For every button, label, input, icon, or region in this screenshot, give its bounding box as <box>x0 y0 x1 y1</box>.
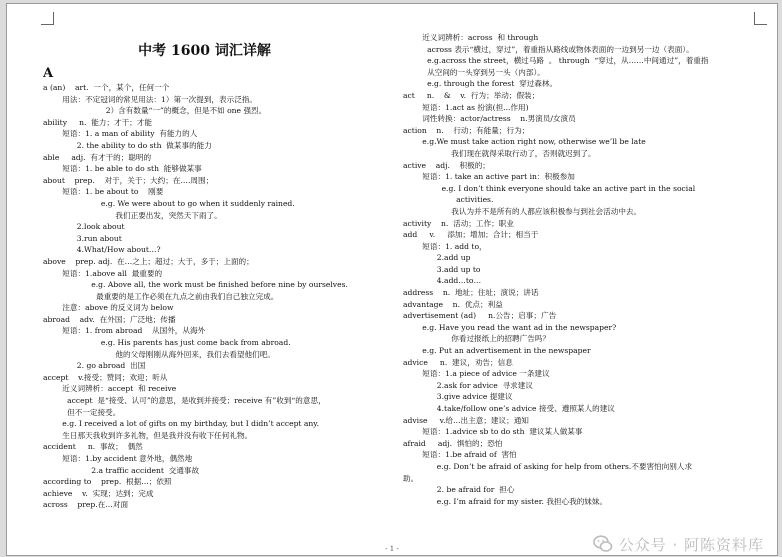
entry-line: 生日那天我收到许多礼物，但是我并没有收下任何礼物。 <box>43 430 253 440</box>
entry-line: e.g. His parents has just come back from abroad. <box>43 338 291 348</box>
entry-line: e.g. Have you read the want ad in the newspaper? <box>403 322 617 332</box>
entry-line: 短语：1. from abroad 从国外，从海外 <box>43 326 206 336</box>
entry-line: 他的父母刚刚从海外回来，我们去看望他们吧。 <box>43 349 275 359</box>
entry-line: e.g. Put an advertisement in the newspaper <box>403 346 591 356</box>
left-column <box>43 66 398 541</box>
entry-line: advantage n. 优点；利益 <box>403 299 503 309</box>
entry-line: 3.give advice 提建议 <box>403 392 513 402</box>
entry-line: e.g.across the street，横过马路 。 through “穿过，从……中间通过”，着重指 <box>403 56 709 66</box>
entry-line: activity n. 活动；工作；职业 <box>403 218 514 228</box>
entry-line: 2. be afraid for 担心 <box>403 485 515 495</box>
entry-line: 2.look about <box>43 222 125 232</box>
entry-line: 短语：1.by accident 意外地，偶然地 <box>43 454 193 463</box>
right-column <box>403 32 769 541</box>
entry-line: 2.add up <box>403 253 471 263</box>
entry-line: 短语：1. a man of ability 有能力的人 <box>43 129 198 139</box>
entry-line: about prep. 对于，关于；大约；在….周围； <box>43 175 214 185</box>
entry-line: e.g. I received a lot of gifts on my birthday, but I didn’t accept any. <box>43 419 320 429</box>
entry-line: act n. & v. 行为；举动；假装； <box>403 90 540 100</box>
left-entry-list <box>43 82 398 511</box>
entry-line: 2. the ability to do sth 做某事的能力 <box>43 140 212 150</box>
entry-line: across 表示“横过，穿过”，着重指从路线或物体表面的一边到另一边（表面）。 <box>403 44 694 54</box>
entry-line: 短语：1. be about to 刚要 <box>43 187 164 197</box>
entry-line: abroad adv. 在外国；广泛地；传播 <box>43 314 176 324</box>
section-letter: A <box>43 66 54 81</box>
watermark-text: 公众号 · 阿陈资料库 <box>618 535 764 554</box>
entry-line: 我认为并不是所有的人都应该积极参与到社会活动中去。 <box>403 206 642 216</box>
entry-line: 用法：不定冠词的常见用法：1）第一次提到，表示泛指。 <box>43 94 257 104</box>
entry-line: 2）含有数量“一”的概念，但是不如 one 强烈。 <box>43 106 267 116</box>
entry-line: 短语：1.above all 最重要的 <box>43 268 163 278</box>
entry-line: 短语：1. add to， <box>403 241 487 251</box>
entry-line: e.g. Don’t be afraid of asking for help from others.不要害怕向别人求 <box>403 461 693 471</box>
entry-line: afraid adj. 惧怕的；恐怕 <box>403 438 503 448</box>
entry-line: 4.add…to… <box>403 276 482 286</box>
entry-line: 短语：1. be able to do sth 能够做某事 <box>43 164 202 174</box>
entry-line: action n. 行动；有能量；行为； <box>403 125 530 135</box>
entry-line: 2. go abroad 出国 <box>43 361 146 371</box>
entry-line: 但不一定接受。 <box>43 407 121 417</box>
entry-line: advice n. 建议，劝告；信息 <box>403 357 513 367</box>
document-title: 中考 1600 词汇详解 <box>138 43 271 59</box>
entry-line: 短语：1. take an active part in：积极参加 <box>403 172 575 182</box>
entry-line: 短语：1.act as 扮演(担...作用) <box>403 102 529 112</box>
entry-line: 词性转换：actor/actress n.男演员/女演员 <box>403 114 576 124</box>
entry-line: 短语：1.advice sb to do sth 建议某人做某事 <box>403 427 583 437</box>
entry-line: 短语：1.a piece of advice 一条建议 <box>403 369 550 379</box>
entry-line: 我们正要出发，突然天下雨了。 <box>43 210 222 220</box>
entry-line: above prep. adj. 在…之上；超过；大于，多于；上面的； <box>43 256 254 266</box>
entry-line: advertisement (ad) n.公告；启事；广告 <box>403 311 557 321</box>
entry-line: 2.ask for advice 寻求建议 <box>403 380 533 390</box>
entry-line: 最重要的是工作必须在九点之前由我们自己独立完成。 <box>43 291 279 301</box>
entry-line: e.g. through the forest 穿过森林。 <box>403 79 558 89</box>
entry-line: e.g. Above all, the work must be finished before nine by ourselves. <box>43 280 348 290</box>
entry-line: 近义词辨析：across 和 through <box>403 33 539 42</box>
entry-line: 助。 <box>403 473 419 483</box>
entry-line: advise v.给…出主意；建议；通知 <box>403 415 529 425</box>
entry-line: 2.a traffic accident 交通事故 <box>43 465 200 475</box>
entry-line: 短语：1.be afraid of 害怕 <box>403 450 517 460</box>
entry-line: 3.add up to <box>403 264 481 274</box>
entry-line: a (an) art. 一个，某个，任何一个 <box>43 83 170 92</box>
entry-line: across prep.在…对面 <box>43 500 129 510</box>
entry-line: 4.take/follow one’s advice 接受、遵照某人的建议 <box>403 404 615 413</box>
entry-line: able adj. 有才干的；聪明的 <box>43 152 152 162</box>
wechat-logo-icon <box>593 534 613 554</box>
entry-line: 你看过报纸上的招聘广告吗？ <box>403 334 550 344</box>
document-page <box>6 3 778 556</box>
entry-line: 从空间的一头穿到另一头（内部）。 <box>403 67 545 77</box>
entry-line: ability n. 能力；才干；才能 <box>43 117 152 127</box>
entry-line: achieve v. 实现；达到；完成 <box>43 488 154 498</box>
entry-line: 我们现在就得采取行动了，否则就迟到了。 <box>403 148 596 158</box>
entry-line: activities. <box>403 195 494 205</box>
page-number: - 1 - <box>385 545 399 553</box>
entry-line: e.g. I’m afraid for my sister. 我担心我的妹妹。 <box>403 496 608 506</box>
entry-line: e.g.We must take action right now, otherwise we’ll be late <box>403 137 646 147</box>
entry-line: add v. 添加；增加；合计；相当于 <box>403 230 539 240</box>
entry-line: accept v.接受；赞同；欢迎；听从 <box>43 372 168 382</box>
entry-line: accident n. 事故； 偶然 <box>43 442 143 452</box>
entry-line: e.g. I don’t think everyone should take an active part in the social <box>403 183 696 193</box>
watermark <box>593 533 764 555</box>
entry-line: accept 是“接受、认可”的意思，是收到并接受；receive 有”收到“的意思， <box>43 396 326 406</box>
entry-line: active adj. 积极的； <box>403 160 490 170</box>
entry-line: 近义词辨析：accept 和 receive <box>43 384 177 394</box>
entry-line: 注意：above 的反义词为 below <box>43 303 174 313</box>
entry-line: e.g. We were about to go when it suddenly rained. <box>43 198 295 208</box>
entry-line: according to prep. 根据…；依照 <box>43 477 172 487</box>
entry-line: address n. 地址；住址；演说；讲话 <box>403 288 539 298</box>
crop-mark-top-left <box>41 12 54 25</box>
right-entry-list <box>403 32 769 507</box>
entry-line: 4.What/How about…? <box>43 245 161 255</box>
crop-mark-top-right <box>754 12 767 25</box>
entry-line: 3.run about <box>43 233 122 243</box>
